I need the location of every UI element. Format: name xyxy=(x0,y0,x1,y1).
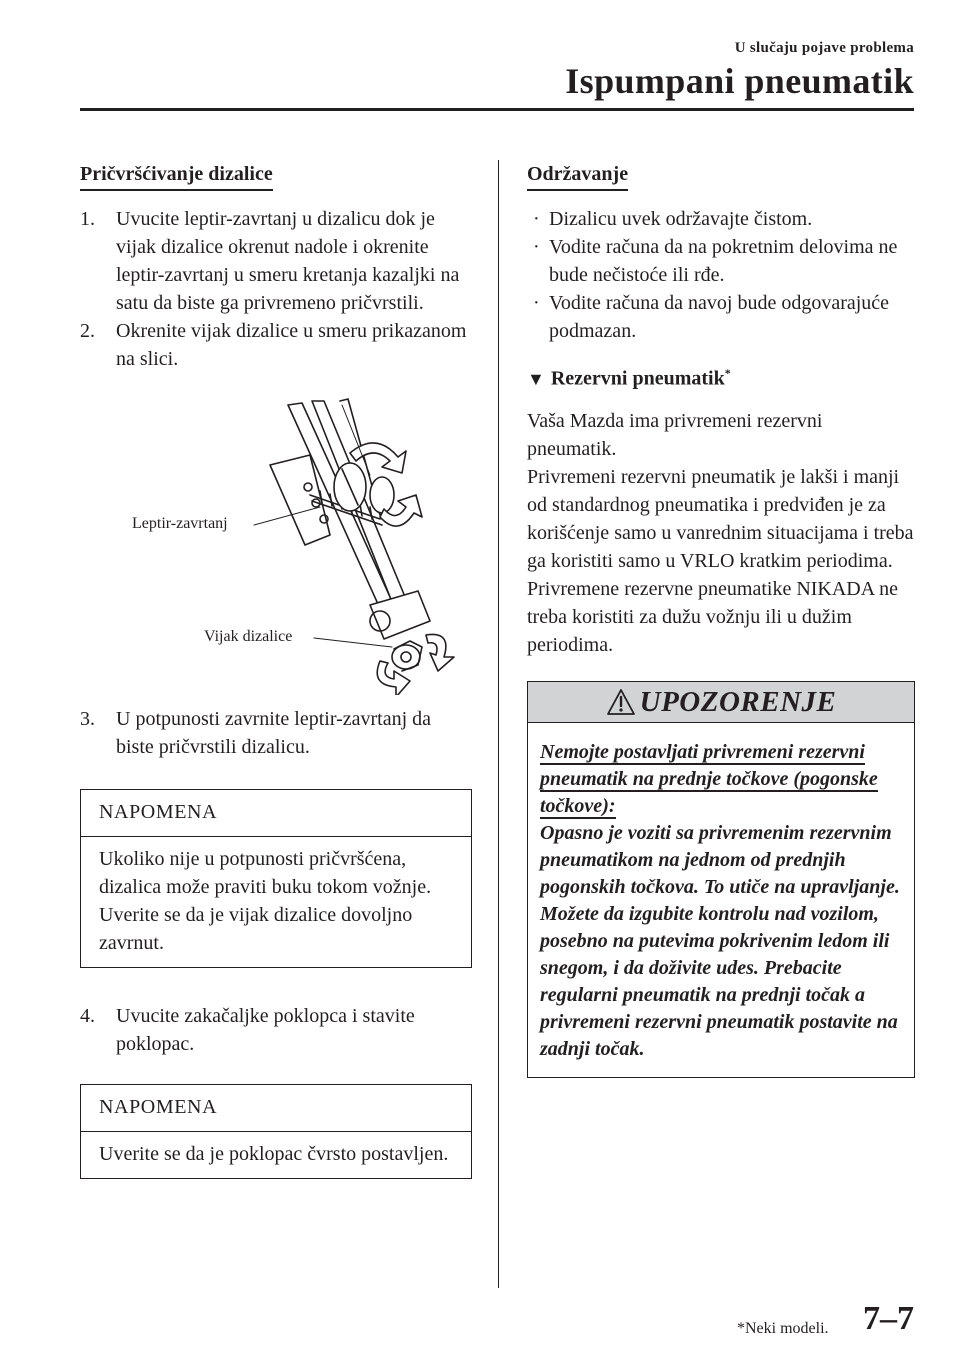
warning-lead xyxy=(540,739,902,820)
warning-body xyxy=(528,723,914,1077)
footnote: *Neki modeli. xyxy=(737,1320,829,1337)
note-text: Ukoliko nije u potpunosti pričvršćena, dizalica može praviti buku tokom vožnje. Uverite se da je vijak dizalice dovoljno zavrnut. xyxy=(99,848,432,954)
warning-triangle-icon xyxy=(606,688,636,716)
section-title-jack-fastening: Pričvršćivanje dizalice xyxy=(80,161,273,191)
bullet-icon: · xyxy=(533,208,540,230)
step-2 xyxy=(80,317,472,373)
jack-illustration xyxy=(80,395,472,695)
warning-header xyxy=(528,682,914,723)
triangle-down-icon: ▼ xyxy=(527,368,545,389)
jack-drawing xyxy=(80,395,472,695)
list-item xyxy=(527,205,915,233)
steps-list-2 xyxy=(80,705,472,761)
bullet-icon: · xyxy=(533,236,540,258)
note-box-2 xyxy=(80,1084,472,1179)
step-number: 4. xyxy=(80,1005,95,1027)
warning-lead-text: Nemojte postavljati privremeni rezervni pneumatik na prednje točkove (pogonske točkove): xyxy=(540,740,878,817)
warning-title: UPOZORENJE xyxy=(639,685,837,718)
footnote-marker: * xyxy=(724,366,731,380)
steps-list-1 xyxy=(80,205,472,373)
note-box-1 xyxy=(80,789,472,968)
step-1 xyxy=(80,205,472,317)
label-wing-bolt: Leptir-zavrtanj xyxy=(132,515,228,532)
left-column xyxy=(80,160,472,1213)
label-jack-screw: Vijak dizalice xyxy=(204,628,293,645)
column-divider xyxy=(498,160,499,1288)
right-column xyxy=(527,160,915,1078)
step-4 xyxy=(80,1002,472,1058)
steps-list-3 xyxy=(80,1002,472,1058)
step-text: U potpunosti zavrnite leptir-zavrtanj da biste pričvrstili dizalicu. xyxy=(116,708,432,758)
list-item xyxy=(527,233,915,289)
spare-tire-heading xyxy=(527,359,915,393)
spare-tire-text: Vaša Mazda ima privremeni rezervni pneumatik. Privremeni rezervni pneumatik je lakši i manji od standardnog pneumatika i predviđen je za korišćenje samo u vanrednim situacijama i treba ga koristiti samo u VRLO kratkim periodima. Privremene rezervne pneumatike NIKADA ne treba koristiti za dužu vožnju ili u dužim periodima. xyxy=(527,409,914,656)
section-title-maintenance: Održavanje xyxy=(527,161,628,191)
warning-box xyxy=(527,681,915,1078)
list-item-text: Vodite računa da na pokretnim delovima ne bude nečistoće ili rđe. xyxy=(549,236,898,286)
list-item xyxy=(527,289,915,345)
page-title: Ispumpani pneumatik xyxy=(565,61,914,101)
step-text: Uvucite leptir-zavrtanj u dizalicu dok je vijak dizalice okrenut nadole i okrenite leptir-zavrtanj u smeru kretanja kazaljki na satu da biste ga privremeno pričvrstili. xyxy=(116,208,460,314)
list-item-text: Vodite računa da navoj bude odgovarajuće podmazan. xyxy=(549,292,890,342)
maintenance-list xyxy=(527,205,915,345)
note-title: NAPOMENA xyxy=(81,1085,471,1132)
bullet-icon: · xyxy=(533,292,540,314)
list-item-text: Dizalicu uvek održavajte čistom. xyxy=(549,208,813,230)
header-rule xyxy=(80,108,914,111)
chapter-title: U slučaju pojave problema xyxy=(734,40,914,56)
step-number: 2. xyxy=(80,320,95,342)
step-number: 3. xyxy=(80,708,95,730)
step-3 xyxy=(80,705,472,761)
step-text: Uvucite zakačaljke poklopca i stavite poklopac. xyxy=(116,1005,415,1055)
note-text: Uverite se da je poklopac čvrsto postavljen. xyxy=(99,1143,449,1165)
note-title: NAPOMENA xyxy=(81,790,471,837)
page-number: 7–7 xyxy=(863,1300,914,1337)
step-number: 1. xyxy=(80,208,95,230)
warning-text: Opasno je voziti sa privremenim rezervnim pneumatikom na jednom od prednjih pogonskih točkova. To utiče na upravljanje. Možete da izgubite kontrolu nad vozilom, posebno na putevima pokrivenim ledom ili snegom, i da doživite udes. Prebacite regularni pneumatik na prednji točak a privremeni rezervni pneumatik postavite na zadnji točak. xyxy=(540,821,900,1060)
spare-tire-heading-text: Rezervni pneumatik xyxy=(550,367,725,390)
step-text: Okrenite vijak dizalice u smeru prikazanom na slici. xyxy=(116,320,467,370)
